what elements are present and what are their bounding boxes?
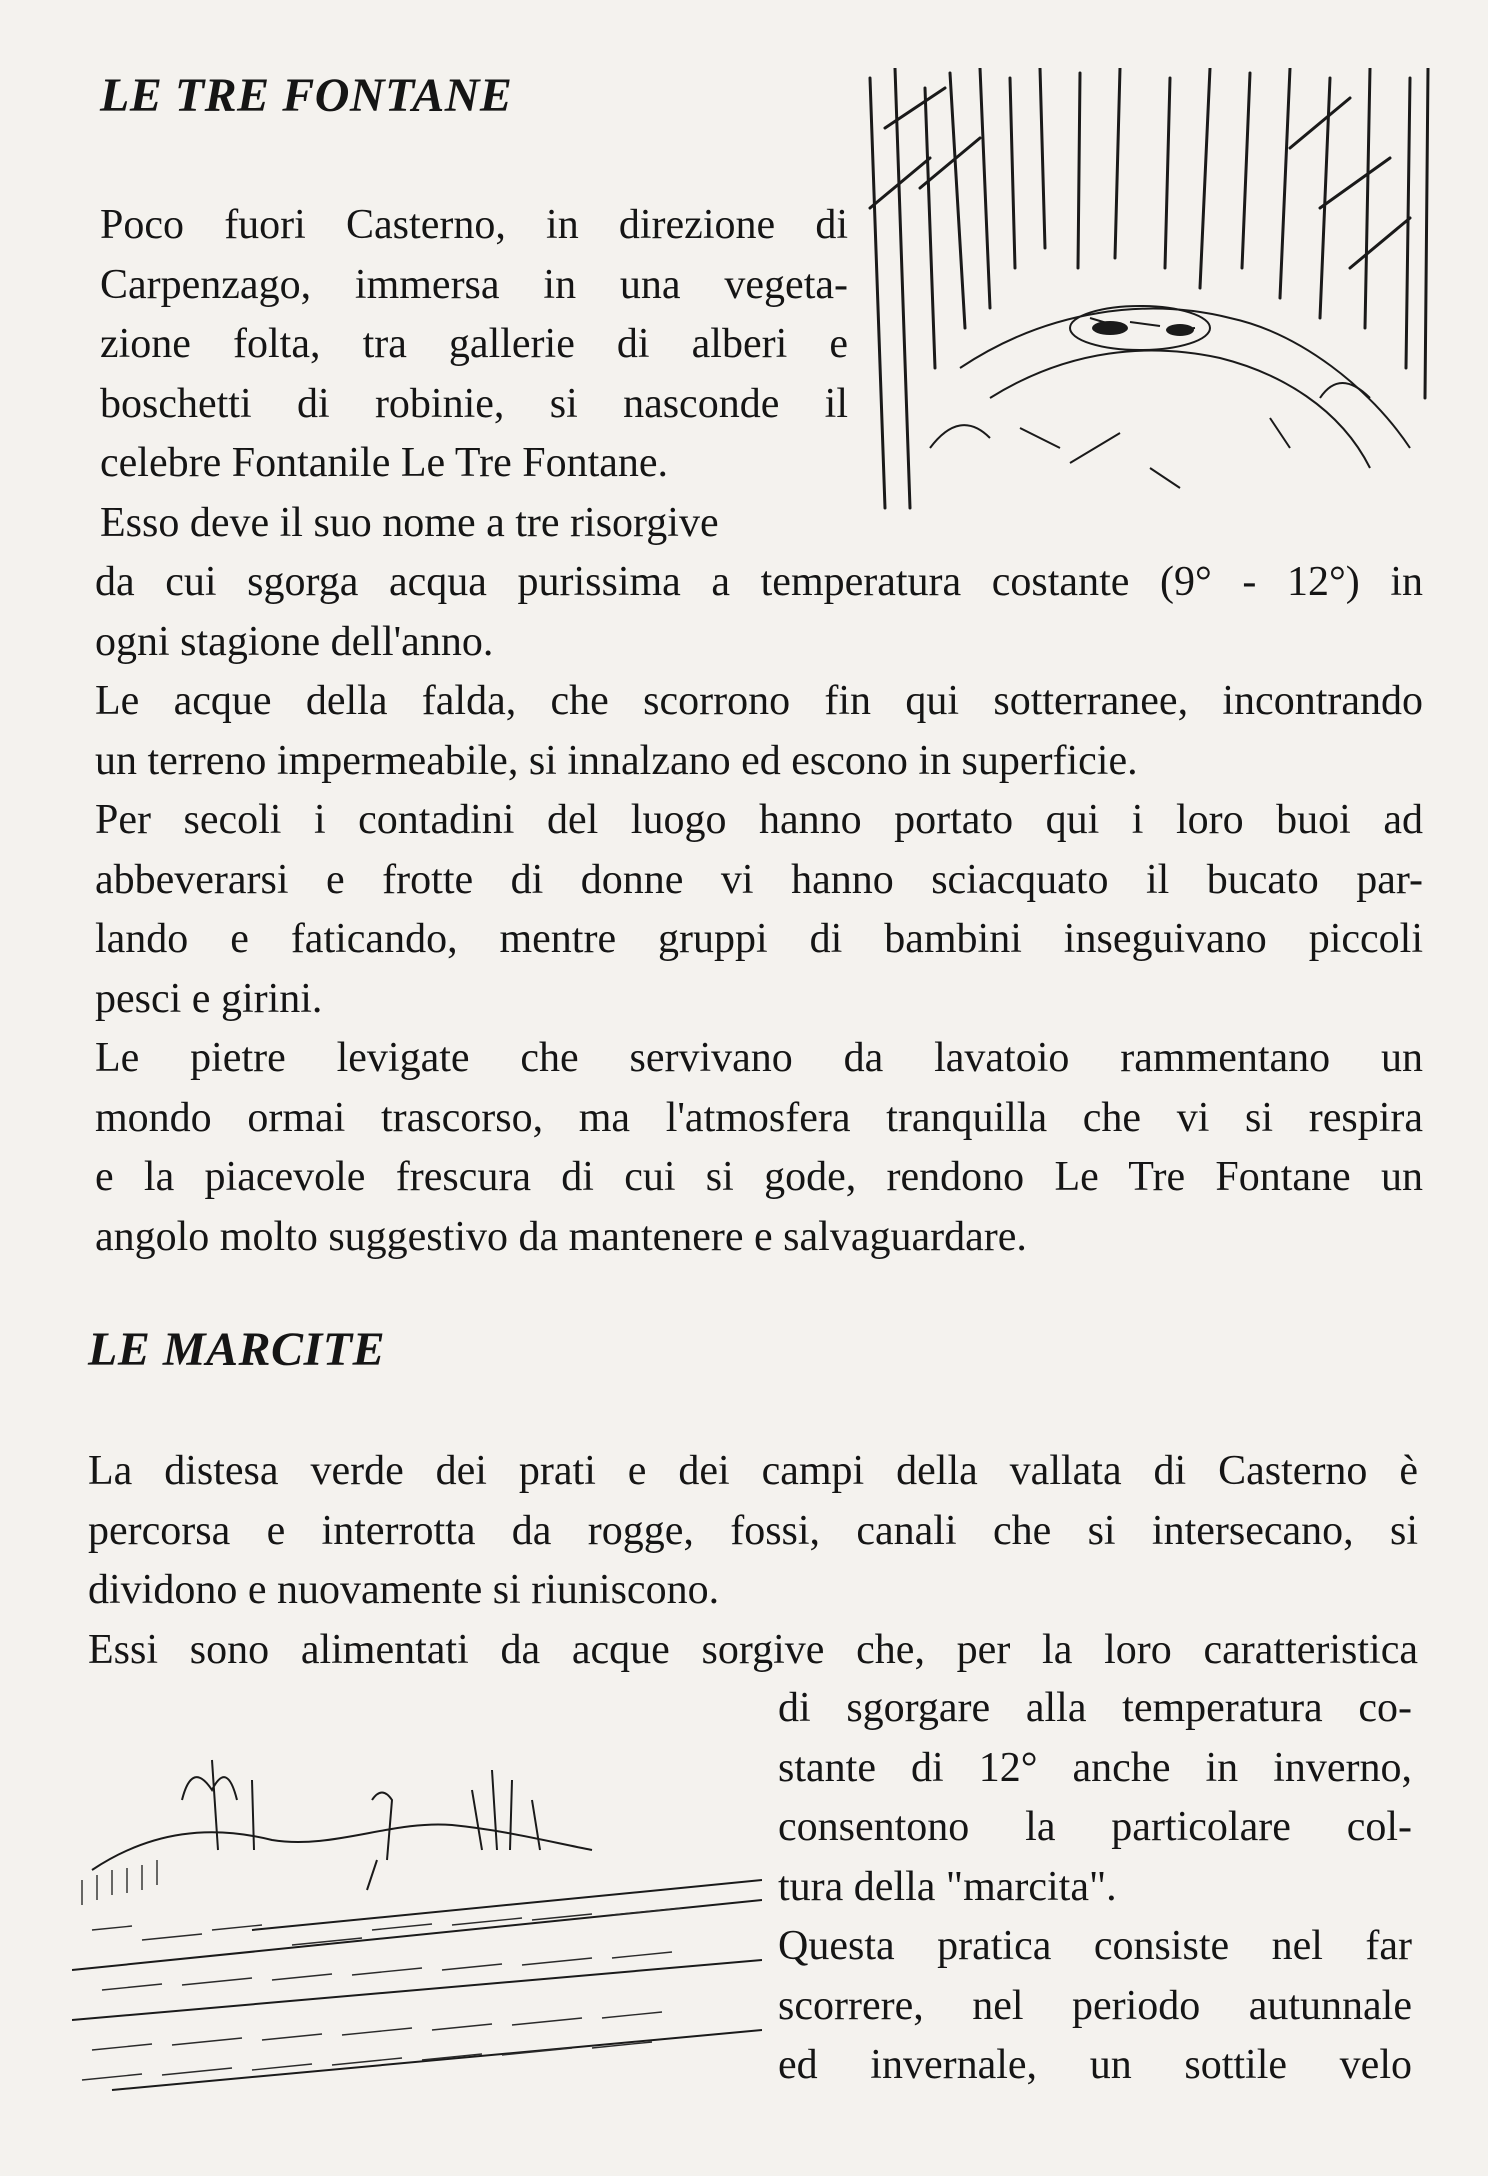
text-line: e la piacevole frescura di cui si gode, rendono Le Tre Fontane un (95, 1154, 1423, 1200)
section-title-tre-fontane: LE TRE FONTANE (100, 69, 513, 122)
text-line: Esso deve il suo nome a tre risorgive (100, 499, 719, 546)
text-line: ed invernale, un sottile velo (778, 2042, 1412, 2088)
text-line: lando e faticando, mentre gruppi di bambini inseguivano piccoli (95, 916, 1423, 962)
text-line: scorrere, nel periodo autunnale (778, 1982, 1412, 2029)
text-line: ogni stagione dell'anno. (95, 618, 494, 665)
text-line: mondo ormai trascorso, ma l'atmosfera tranquilla che vi si respira (95, 1094, 1423, 1141)
section-title-marcite: LE MARCITE (88, 1323, 386, 1376)
text-line: percorsa e interrotta da rogge, fossi, canali che si intersecano, si (88, 1507, 1418, 1554)
text-line: zione folta, tra gallerie di alberi e (100, 321, 848, 367)
text-line: Essi sono alimentati da acque sorgive che, per la loro caratteristica (88, 1626, 1418, 1673)
text-line: un terreno impermeabile, si innalzano ed escono in superficie. (95, 737, 1138, 784)
text-line: Questa pratica consiste nel far (778, 1923, 1412, 1969)
marcita-illustration (72, 1730, 762, 2110)
text-line: Poco fuori Casterno, in direzione di (100, 202, 848, 248)
text-line: boschetti di robinie, si nasconde il (100, 380, 848, 427)
text-line: Le pietre levigate che servivano da lavatoio rammentano un (95, 1035, 1423, 1081)
section1-text-body (95, 553, 1423, 1267)
text-line: da cui sgorga acqua purissima a temperatura costante (9° - 12°) in (95, 559, 1423, 605)
text-line: consentono la particolare col- (778, 1804, 1412, 1850)
text-line: Per secoli i contadini del luogo hanno portato qui i loro buoi ad (95, 797, 1423, 843)
section2-text-side (778, 1679, 1412, 2096)
text-line: tura della "marcita". (778, 1863, 1117, 1910)
text-line: celebre Fontanile Le Tre Fontane. (100, 440, 669, 486)
text-line: stante di 12° anche in inverno, (778, 1744, 1412, 1791)
section2-text-body (88, 1442, 1418, 1680)
text-line: angolo molto suggestivo da mantenere e salvaguardare. (95, 1213, 1027, 1260)
text-line: di sgorgare alla temperatura co- (778, 1685, 1412, 1731)
text-line: dividono e nuovamente si riuniscono. (88, 1567, 720, 1613)
text-line: La distesa verde dei prati e dei campi della vallata di Casterno è (88, 1448, 1418, 1494)
text-line: pesci e girini. (95, 975, 323, 1022)
text-line: abbeverarsi e frotte di donne vi hanno sciacquato il bucato par- (95, 856, 1423, 903)
section1-text-top (100, 196, 848, 553)
text-line: Carpenzago, immersa in una vegeta- (100, 261, 848, 308)
fontanile-illustration (850, 68, 1440, 528)
text-line: Le acque della falda, che scorrono fin qui sotterranee, incontrando (95, 678, 1423, 724)
